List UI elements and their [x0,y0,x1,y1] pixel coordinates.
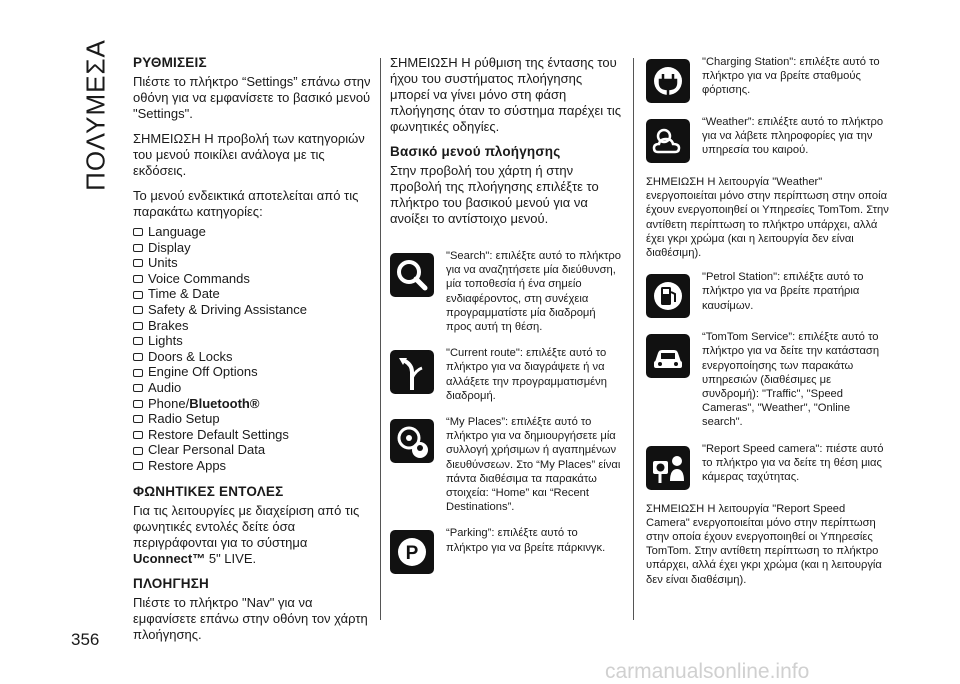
checkbox-bullet-icon [133,369,143,377]
list-item [133,364,373,380]
menu-entry-report-speed-camera [646,442,891,490]
menu-entry-tomtom-service [646,330,891,429]
checkbox-bullet-icon [133,353,143,361]
charging-station-icon [646,59,690,103]
menu-entry-charging-station [646,55,891,103]
list-item [133,240,373,256]
petrol-station-description: "Petrol Station": επιλέξτε αυτό το πλήκτρο για να βρείτε πρατήρια καυσίμων. [702,271,864,312]
my-places-description: “My Places”: επιλέξτε αυτό το πλήκτρο για να δημιουργήσετε μία συλλογή χρήσιμων ή αγαπημένων διευθύνσεων. Στο “My Places” είναι πάντα διαθέσιμα τα παρακάτω στοιχεία: “Home” και “Recent Destinations”. [446,416,621,514]
speed-camera-icon [646,446,690,490]
list-item-label: Units [148,255,178,271]
heading-navigation: ΠΛΟΗΓΗΣΗ [133,575,209,591]
bluetooth-label: Bluetooth® [189,395,260,411]
list-item-label: Safety & Driving Assistance [148,301,307,317]
list-item-label: Clear Personal Data [148,442,266,458]
list-item-label: Radio Setup [148,411,220,427]
menu-entry-current-route [390,346,622,403]
list-item-label: Display [148,239,191,255]
current-route-icon [390,350,434,394]
checkbox-bullet-icon [133,244,143,252]
checkbox-bullet-icon [133,447,143,455]
menu-entry-weather [646,115,891,163]
list-item [133,427,373,443]
search-icon [390,253,434,297]
menu-entry-petrol-station [646,270,891,318]
list-item [133,302,373,318]
list-item-label: Language [148,224,206,239]
weather-description: “Weather”: επιλέξτε αυτό το πλήκτρο για να λάβετε πληροφορίες για την υπηρεσία του καιρού. [702,116,884,157]
my-places-icon [390,419,434,463]
voice-text-a: Για τις λειτουργίες με διαχείριση από τις φωνητικές εντολές δείτε όσα περιγράφονται για το σύστημα [133,502,360,550]
voice-commands-text [133,503,373,567]
checkbox-bullet-icon [133,275,143,283]
section-title-text: ΠΟΛΥΜΕΣΑ [80,39,111,191]
watermark: carmanualsonline.info [605,660,810,683]
list-item [133,286,373,302]
checkbox-bullet-icon [133,306,143,314]
speed-camera-note: ΣΗΜΕΙΩΣΗ Η λειτουργία "Report Speed Camera" ενεργοποιείται μόνο στην περίπτωση στην οποία έχουν ενεργοποιηθεί οι Υπηρεσίες TomTom. Στην αντίθετη περίπτωση το πλήκτρο υπάρχει, αλλά έχει γκρι χρώμα (και η λειτουργία δεν είναι διαθέσιμη). [646,502,882,586]
list-item-label: Engine Off Options [148,364,258,380]
svg-text:P: P [405,543,419,565]
page-number: 356 [71,630,100,649]
column-settings [133,55,373,652]
nav-main-menu-intro: Στην προβολή του χάρτη ή στην προβολή της πλοήγησης επιλέξτε το πλήκτρο του βασικού μενού για να ανοίξει το αντίστοιχο μενού. [390,163,599,226]
column-divider [380,58,381,620]
parking-description: “Parking”: επιλέξτε αυτό το πλήκτρο για να βρείτε πάρκινγκ. [446,527,606,554]
current-route-description: "Current route": επιλέξτε αυτό το πλήκτρο για να διαγράψετε ή να αλλάξετε την προγραμματισμένη διαδρομή. [446,347,607,402]
list-item [133,255,373,271]
checkbox-bullet-icon [133,291,143,299]
list-item-label: Restore Default Settings [148,426,289,442]
list-item-label: Restore Apps [148,457,227,473]
checkbox-bullet-icon [133,228,143,236]
list-item-label: Doors & Locks [148,348,233,364]
list-item [133,333,373,349]
list-item [133,271,373,287]
menu-entry-my-places [390,415,622,514]
list-item [133,224,373,240]
checkbox-bullet-icon [133,384,143,392]
list-item-label: Lights [148,333,183,349]
list-item [133,380,373,396]
charging-station-description: "Charging Station": επιλέξτε αυτό το πλήκτρο για να βρείτε σταθμούς φόρτισης. [702,56,880,97]
checkbox-bullet-icon [133,431,143,439]
list-item [133,318,373,334]
settings-intro: Πιέστε το πλήκτρο “Settings” επάνω στην οθόνη για να εμφανίσετε το βασικό μενού "Settings". [133,74,371,121]
checkbox-bullet-icon [133,337,143,345]
navigation-text: Πιέστε το πλήκτρο "Nav" για να εμφανίσετε επάνω στην οθόνη τον χάρτη πλοήγησης. [133,594,368,642]
checkbox-bullet-icon [133,400,143,408]
list-item-label: Brakes [148,317,189,333]
tomtom-service-icon [646,334,690,378]
volume-note: ΣΗΜΕΙΩΣΗ Η ρύθμιση της έντασης του ήχου του συστήματος πλοήγησης μπορεί να γίνει μόνο στη φάση πλοήγησης όταν το σύστημα παρέχει τις φωνητικές οδηγίες. [390,55,622,134]
list-item-label: Phone/ [148,395,190,411]
column-services [646,55,891,597]
menu-entry-search [390,249,622,334]
weather-note: ΣΗΜΕΙΩΣΗ Η λειτουργία "Weather" ενεργοποιείται μόνο στην περίπτωση στην οποία έχουν ενεργοποιηθεί οι Υπηρεσίες TomTom. Στην αντίθετη περίπτωση το πλήκτρο υπάρχει, αλλά έχει γκρι χρώμα (και η λειτουργία δεν είναι διαθέσιμη). [646,176,889,260]
checkbox-bullet-icon [133,415,143,423]
petrol-station-icon [646,274,690,318]
heading-voice-commands: ΦΩΝΗΤΙΚΕΣ ΕΝΤΟΛΕΣ [133,483,284,499]
settings-category-list [133,224,373,474]
speed-camera-description: "Report Speed camera": πιέστε αυτό το πλήκτρο για να δείτε τη θέση μιας κάμερας ταχύτητας. [702,442,884,484]
column-navigation-menu [390,55,622,586]
list-item [133,442,373,458]
weather-icon [646,119,690,163]
search-description: "Search": επιλέξτε αυτό το πλήκτρο για να αναζητήσετε μία διεύθυνση, μία τοποθεσία ή ένα σημείο ενδιαφέροντος, στη συνέχεια προγραμματίστε μία διαδρομή προς αυτή τη θέση. [446,250,621,334]
list-item [133,396,373,412]
voice-text-bold: Uconnect™ [133,550,206,566]
settings-categories-intro: Το μενού ενδεικτικά αποτελείται από τις παρακάτω κατηγορίες: [133,188,359,219]
checkbox-bullet-icon [133,322,143,330]
voice-text-c: 5" LIVE. [205,550,257,566]
list-item-label: Voice Commands [148,270,250,286]
parking-icon [390,530,434,574]
settings-note: ΣΗΜΕΙΩΣΗ Η προβολή των κατηγοριών του μενού ποικίλει ανάλογα με τις εκδόσεις. [133,131,365,178]
heading-nav-main-menu: Βασικό μενού πλοήγησης [390,144,561,159]
checkbox-bullet-icon [133,462,143,470]
list-item [133,411,373,427]
tomtom-service-description: “TomTom Service”: επιλέξτε αυτό το πλήκτρο για να δείτε την κατάσταση ενεργοποίησης των παρακάτω υπηρεσιών (διαθέσιμες με συνδρομή): "Traffic", "Speed Cameras", "Weather", "Online search". [702,331,880,429]
list-item-label: Audio [148,379,182,395]
list-item [133,349,373,365]
list-item [133,458,373,474]
section-title-vertical [66,40,126,190]
checkbox-bullet-icon [133,259,143,267]
list-item-label: Time & Date [148,286,220,302]
heading-settings: ΡΥΘΜΙΣΕΙΣ [133,55,207,70]
menu-entry-parking [390,526,622,574]
column-divider [633,58,634,620]
